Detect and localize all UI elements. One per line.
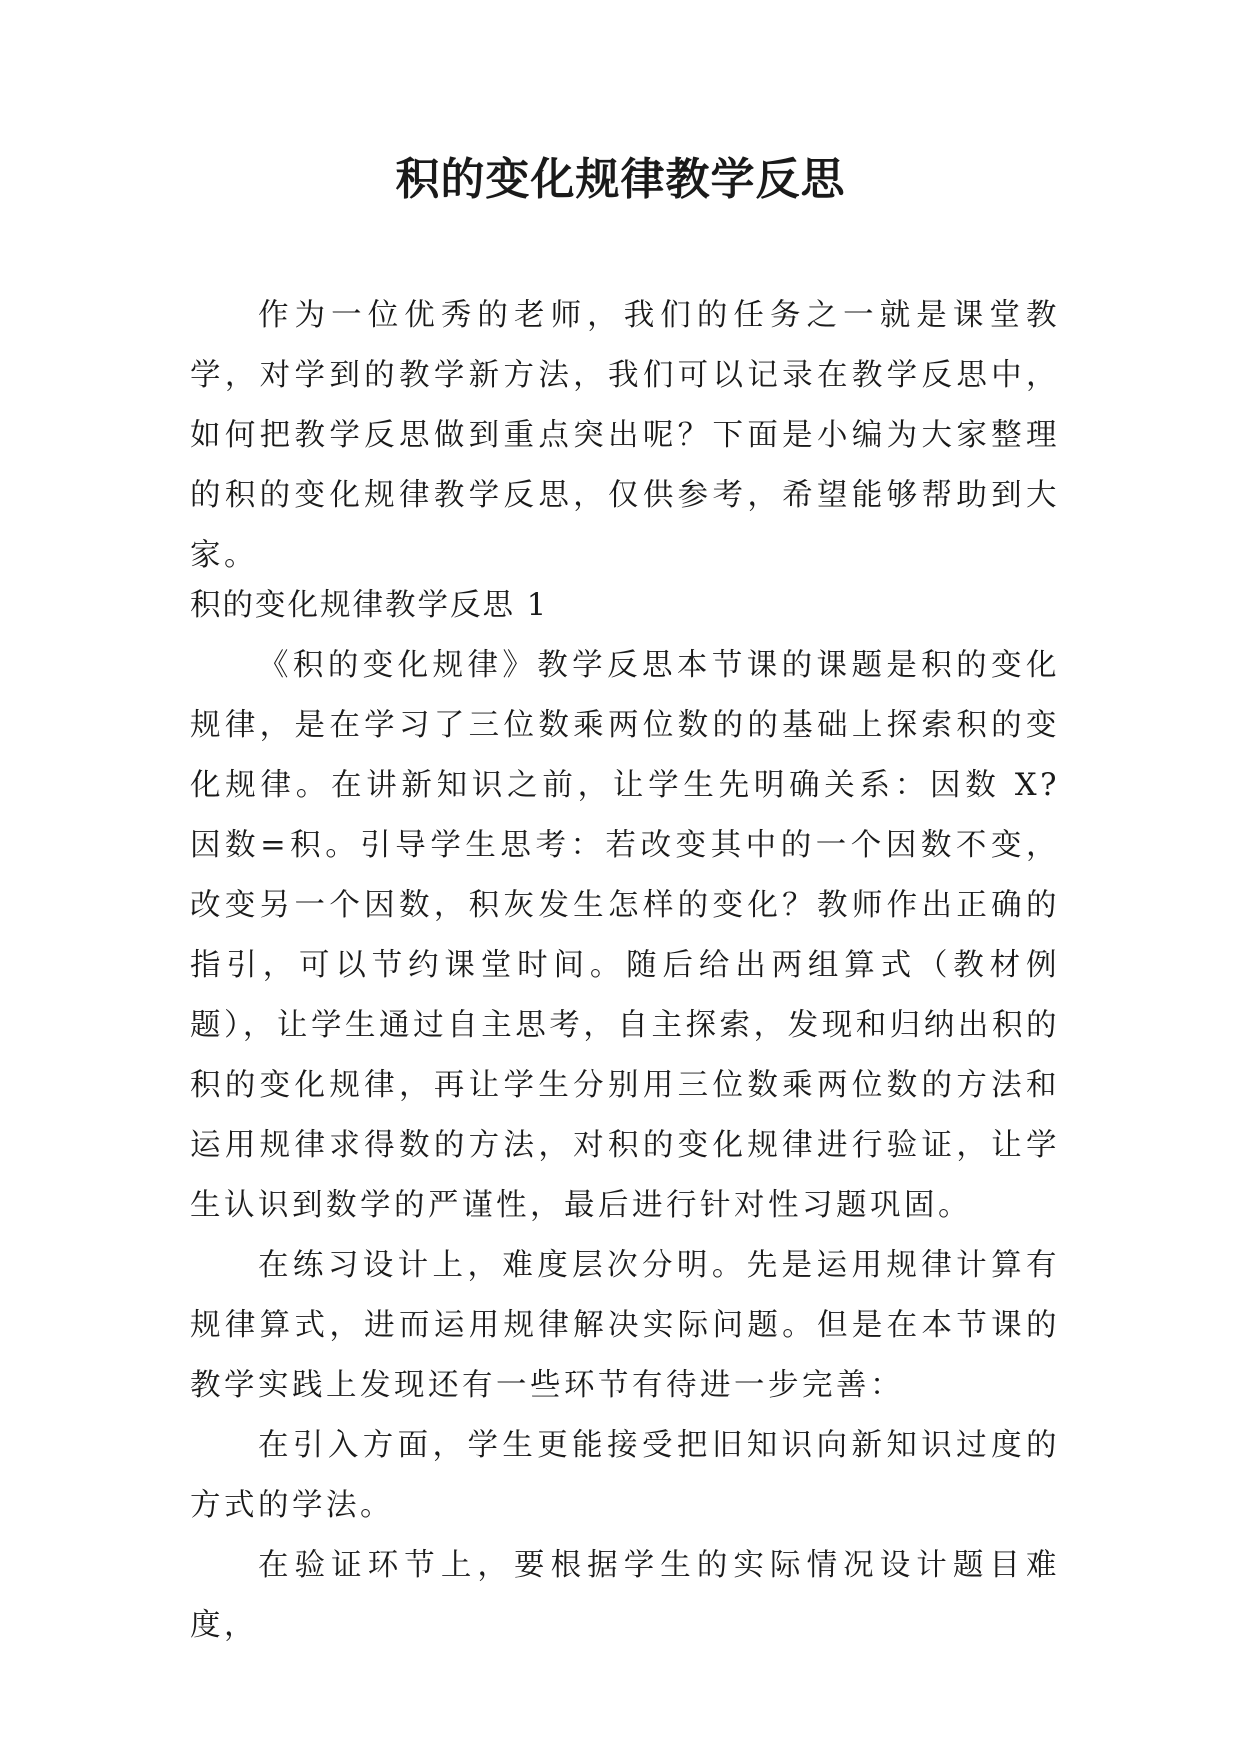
section-heading: 积的变化规律教学反思 1 — [190, 588, 549, 623]
section-1 — [190, 576, 1060, 1656]
document-title: 积的变化规律教学反思 — [395, 154, 846, 205]
body-paragraph: 《积的变化规律》教学反思本节课的课题是积的变化规律，是在学习了三位数乘两位数的的基础上探索积的变化规律。在讲新知识之前，让学生先明确关系：因数 X?因数=积。引导学生思考：若改变其中的一个因数不变，改变另一个因数，积灰发生怎样的变化？教师作出正确的指引，可以节约课堂时间。随后给出两组算式（教材例题），让学生通过自主思考，自主探索，发现和归纳出积的积的变化规律，再让学生分别用三位数乘两位数的方法和运用规律求得数的方法，对积的变化规律进行验证，让学生认识到数学的严谨性，最后进行针对性习题巩固。 — [190, 648, 1060, 1223]
body-paragraph: 在验证环节上，要根据学生的实际情况设计题目难度， — [190, 1548, 1060, 1643]
intro-block — [190, 286, 1060, 586]
body-paragraph: 在练习设计上，难度层次分明。先是运用规律计算有规律算式，进而运用规律解决实际问题。但是在本节课的教学实践上发现还有一些环节有待进一步完善： — [190, 1248, 1060, 1403]
intro-paragraph: 作为一位优秀的老师，我们的任务之一就是课堂教学，对学到的教学新方法，我们可以记录在教学反思中，如何把教学反思做到重点突出呢？下面是小编为大家整理的积的变化规律教学反思，仅供参考，希望能够帮助到大家。 — [190, 298, 1060, 573]
body-paragraph: 在引入方面，学生更能接受把旧知识向新知识过度的方式的学法。 — [190, 1428, 1060, 1523]
